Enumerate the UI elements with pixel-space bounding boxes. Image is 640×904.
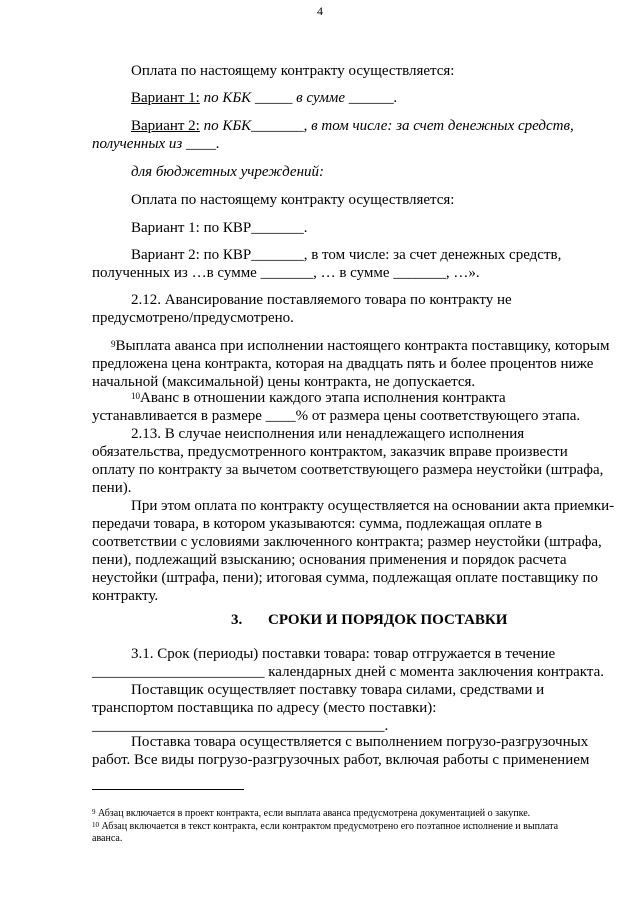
section-3-title: СРОКИ И ПОРЯДОК ПОСТАВКИ (268, 612, 508, 628)
footnote-separator (92, 789, 244, 790)
section-3-number: 3. (231, 612, 243, 628)
variant-1-label: Вариант 1: (131, 90, 200, 106)
supplier-line-1: Поставщик осуществляет поставку товара силами, средствами и (131, 682, 545, 698)
page-number: 4 (317, 4, 323, 18)
footnote-9-mark: 9 (92, 808, 96, 816)
footnote-9-text: Абзац включается в проект контракта, если выплата аванса предусмотрена документацией о закупке. (95, 808, 531, 819)
clause-3-1-line-2: _______________________ календарных дней с момента заключения контракта. (92, 664, 605, 680)
footnote-10-mark: 10 (92, 821, 99, 829)
delivery-line-2: работ. Все виды погрузо-разгрузочных работ, включая работы с применением (92, 752, 590, 768)
clause-2-13-line-3: оплату по контракту за вычетом соответствующего размера неустойки (штрафа, (92, 462, 604, 478)
supplier-line-3: _______________________________________. (92, 718, 389, 734)
act-line-3: соответствии с условиями заключенного контракта; размер неустойки (штрафа, (92, 534, 602, 550)
clause-2-12-line-1: 2.12. Авансирование поставляемого товара по контракту не (131, 292, 512, 308)
variant-1-line (131, 90, 398, 107)
note-10-line-1: $^{10}$Аванс в отношении каждого этапа исполнения контракта (131, 390, 506, 406)
act-line-4: пени), подлежащий взысканию; основания применения и порядок расчета (92, 552, 567, 568)
clause-2-12-line-2: предусмотрено/предусмотрено. (92, 310, 294, 326)
note-10-mark: 10 (131, 391, 140, 401)
clause-2-13-line-2: обязательства, предусмотренного контрактом, заказчик вправе произвести (92, 444, 568, 460)
kvr-variant-2-line-2: полученных из …в сумме _______, … в сумме _______, …». (92, 265, 480, 281)
delivery-line-1: Поставка товара осуществляется с выполнением погрузо-разгрузочных (131, 734, 589, 750)
supplier-line-2: транспортом поставщика по адресу (место поставки): (92, 700, 437, 716)
act-line-5: неустойки (штрафа, пени); итоговая сумма, подлежащая оплате поставщику по (92, 570, 599, 586)
variant-2-label: Вариант 2: (131, 118, 200, 134)
act-line-6: контракту. (92, 588, 159, 604)
clause-2-13-line-4: пени). (92, 480, 132, 496)
note-9-line-1: $^9$Выплата аванса при исполнении настоящего контракта поставщику, которым (111, 338, 610, 354)
note-9-line-2: предложена цена контракта, которая на двадцать пять и более процентов ниже (92, 356, 594, 372)
kvr-variant-1: Вариант 1: по КВР_______. (131, 220, 308, 236)
clause-3-1-line-1: 3.1. Срок (периоды) поставки товара: товар отгружается в течение (131, 646, 556, 662)
kvr-variant-2-line-1: Вариант 2: по КВР_______, в том числе: за счет денежных средств, (131, 247, 562, 263)
clause-2-13-line-1: 2.13. В случае неисполнения или ненадлежащего исполнения (131, 426, 525, 442)
note-10-line-2: устанавливается в размере ____% от размера цены соответствующего этапа. (92, 408, 581, 424)
act-line-2: передачи товара, в котором указываются: сумма, подлежащая оплате в (92, 516, 543, 532)
payment-intro-2: Оплата по настоящему контракту осуществляется: (131, 192, 455, 208)
variant-2-line-1: Вариант 2: по КБК_______, в том числе: за счет денежных средств, (131, 118, 574, 134)
variant-2-line-2: полученных из ____. (92, 136, 220, 152)
payment-intro-1: Оплата по настоящему контракту осуществляется: (131, 63, 455, 79)
footnote-10-line-1: $^{10}$ Абзац включается в текст контракта, если контрактом предусмотрено его поэтапное исполнение и выплата (92, 821, 559, 832)
footnote-10-line-2: аванса. (92, 833, 123, 844)
note-9-mark: 9 (111, 339, 116, 349)
act-line-1: При этом оплата по контракту осуществляется на основании акта приемки- (131, 498, 615, 514)
note-9-line-3: начальной (максимальной) цены контракта, не допускается. (92, 374, 476, 390)
footnote-9 (92, 808, 530, 820)
variant-1-text: по КБК _____ в сумме ______. (199, 90, 398, 106)
budget-heading: для бюджетных учреждений: (131, 164, 325, 180)
